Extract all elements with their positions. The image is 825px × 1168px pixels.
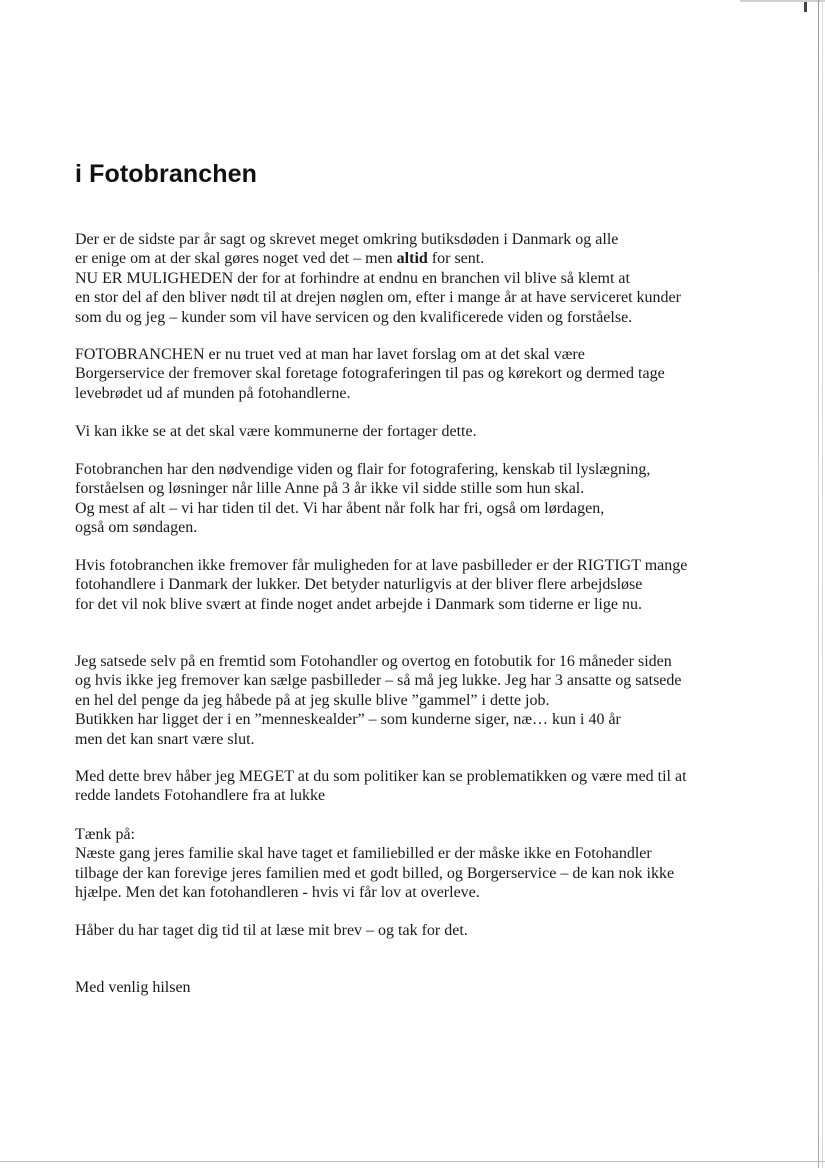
text-line: for det vil nok blive svært at finde noget andet arbejde i Danmark som tiderne er lige nu. bbox=[75, 595, 642, 613]
text-line: Tænk på: bbox=[75, 826, 135, 843]
text-line: Butikken har ligget der i en ”menneskealder” – som kunderne siger, næ… kun i 40 år bbox=[75, 711, 621, 729]
paragraph-personal-story bbox=[75, 652, 755, 749]
text-line: Der er de sidste par år sagt og skrevet meget omkring butiksdøden i Danmark og alle bbox=[75, 231, 619, 248]
text-line: også om søndagen. bbox=[75, 519, 198, 537]
text-line: tilbage der kan forevige jeres familien med et godt billed, og Borgerservice – de kan nok ikke bbox=[75, 864, 675, 882]
paragraph-think-about bbox=[75, 825, 755, 903]
document-title: i Fotobranchen bbox=[75, 160, 257, 188]
text-line: Med venlig hilsen bbox=[75, 979, 191, 996]
text-line: redde landets Fotohandlere fra at lukke bbox=[75, 787, 326, 805]
text-line: FOTOBRANCHEN er nu truet ved at man har lavet forslag om at det skal være bbox=[75, 346, 585, 363]
scan-edge-top bbox=[740, 0, 825, 2]
paragraph-threat bbox=[75, 345, 755, 403]
scan-edge-right bbox=[818, 0, 819, 1168]
text-line: som du og jeg – kunder som vil have servicen og den kvalificerede viden og forståelse. bbox=[75, 308, 633, 326]
text-line: Fotobranchen har den nødvendige viden og flair for fotografering, kenskab til lyslægning, bbox=[75, 461, 651, 478]
text-segment: er enige om at der skal gøres noget ved det – men bbox=[75, 250, 397, 268]
paragraph-municipalities bbox=[75, 422, 755, 441]
text-line: fotohandlere i Danmark der lukker. Det betyder naturligvis at der bliver flere arbejdsløse bbox=[75, 576, 643, 594]
text-line: Næste gang jeres familie skal have taget et familiebilled er der måske ikke en Fotohandler bbox=[75, 845, 652, 863]
scan-edge-right-inner bbox=[822, 0, 823, 1168]
paragraph-appeal bbox=[75, 767, 755, 806]
paragraph-intro bbox=[75, 230, 755, 327]
text-line: NU ER MULIGHEDEN der for at forhindre at endnu en branchen vil blive så klemt at bbox=[75, 269, 630, 287]
text-segment: for sent. bbox=[427, 250, 485, 268]
closing-salutation bbox=[75, 978, 755, 997]
text-line: men det kan snart være slut. bbox=[75, 730, 255, 748]
text-line: forståelsen og løsninger når lille Anne på 3 år ikke vil sidde stille som hun skal. bbox=[75, 480, 585, 498]
text-line: og hvis ikke jeg fremover kan sælge pasbilleder – så må jeg lukke. Jeg har 3 ansatte og satsede bbox=[75, 672, 682, 690]
text-line: en stor del af den bliver nødt til at drejen nøglen om, efter i mange år at have serviceret kunder bbox=[75, 289, 681, 307]
scan-edge-bottom bbox=[0, 1161, 825, 1162]
paragraph-consequences bbox=[75, 556, 755, 614]
text-line-with-emphasis bbox=[75, 249, 755, 268]
text-line: Håber du har taget dig tid til at læse mit brev – og tak for det. bbox=[75, 922, 468, 939]
paragraph-thanks bbox=[75, 921, 755, 940]
paragraph-expertise bbox=[75, 460, 755, 538]
emphasis-text: altid bbox=[396, 250, 428, 268]
text-line: en hel del penge da jeg håbede på at jeg skulle blive ”gammel” i dette job. bbox=[75, 691, 550, 709]
scan-corner-mark bbox=[804, 2, 807, 12]
text-line: Jeg satsede selv på en fremtid som Fotohandler og overtog en fotobutik for 16 måneder siden bbox=[75, 653, 672, 670]
text-line: levebrødet ud af munden på fotohandlerne. bbox=[75, 384, 351, 402]
text-line: Hvis fotobranchen ikke fremover får muligheden for at lave pasbilleder er der RIGTIGT mange bbox=[75, 557, 688, 574]
text-line: Med dette brev håber jeg MEGET at du som politiker kan se problematikken og være med til at bbox=[75, 768, 687, 785]
text-line: Borgerservice der fremover skal foretage fotograferingen til pas og kørekort og dermed tage bbox=[75, 365, 665, 383]
text-line: Vi kan ikke se at det skal være kommunerne der fortager dette. bbox=[75, 423, 477, 440]
text-line: Og mest af alt – vi har tiden til det. Vi har åbent når folk har fri, også om lørdagen, bbox=[75, 499, 605, 517]
text-line: hjælpe. Men det kan fotohandleren - hvis vi får lov at overleve. bbox=[75, 884, 480, 902]
